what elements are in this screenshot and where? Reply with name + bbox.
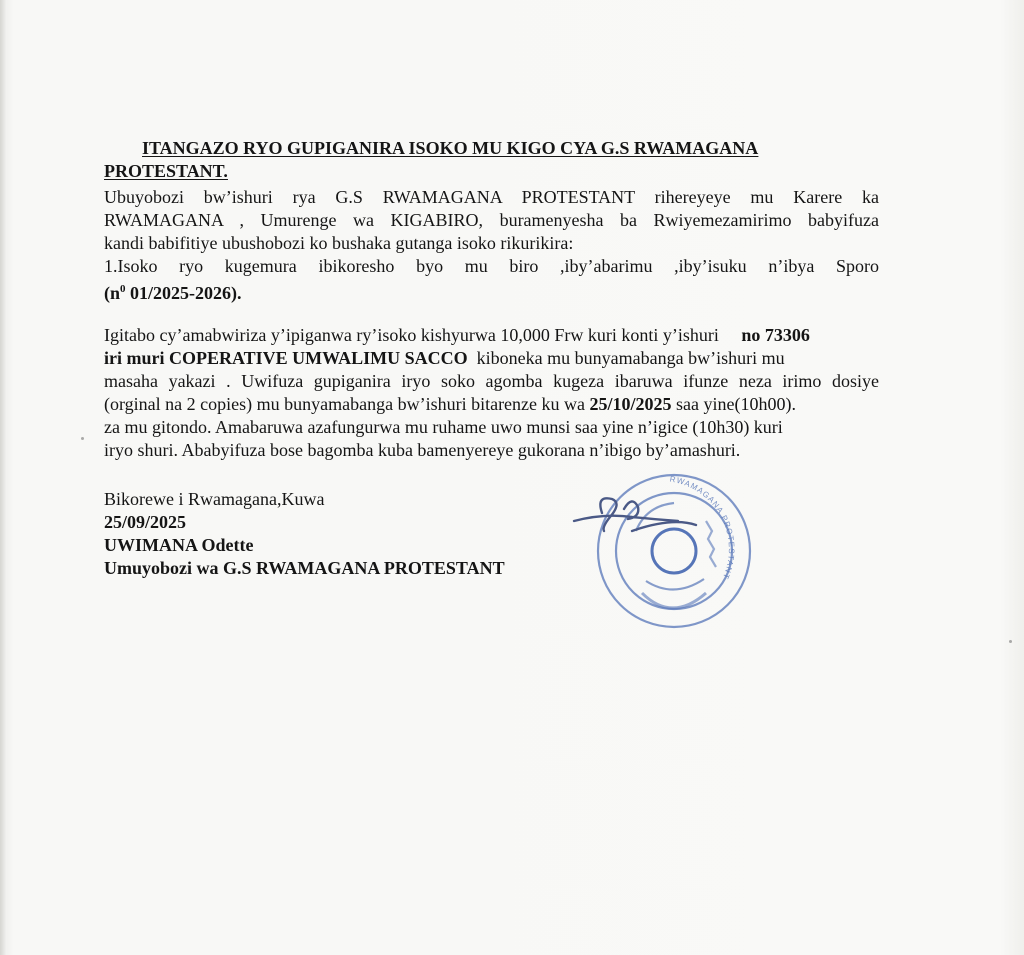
intro-line-3: kandi babifitiye ubushobozi ko bushaka gutanga isoko rikurikira: <box>104 233 574 253</box>
conditions-line-2: iri muri COPERATIVE UMWALIMU SACCO kiboneka mu bunyamabanga bw’ishuri mu <box>104 348 785 368</box>
tender-reference: ($n^0$ 01/2025-2026). <box>104 283 242 303</box>
official-stamp-icon <box>566 461 756 636</box>
signatory-role: Umuyobozi wa G.S RWAMAGANA PROTESTANT <box>104 558 505 578</box>
signed-place-date: Bikorewe i Rwamagana,Kuwa 25/09/2025 <box>104 489 325 532</box>
account-number: no 73306 <box>741 325 810 345</box>
deadline-date: 25/10/2025 <box>589 394 672 414</box>
intro-line-2: RWAMAGANA , Umurenge wa KIGABIRO, buramenyesha ba Rwiyemezamirimo babyifuza <box>104 210 879 230</box>
signatory-name: UWIMANA Odette <box>104 535 254 555</box>
bank-name: iri muri COPERATIVE UMWALIMU SACCO <box>104 348 468 368</box>
tender-item-1: 1.Isoko ryo kugemura ibikoresho byo mu biro ,iby’abarimu ,iby’isuku n’ibya Sporo <box>104 256 879 276</box>
intro-paragraph <box>104 186 879 305</box>
conditions-line-1: Igitabo cy’amabwiriza y’ipiganwa ry’isoko kishyurwa 10,000 Frw kuri konti y’ishuri no 73306 <box>104 325 810 345</box>
conditions-line-4: (orginal na 2 copies) mu bunyamabanga bw’ishuri bitarenze ku wa 25/10/2025 saa yine(10h00). <box>104 394 797 414</box>
conditions-line-5: za mu gitondo. Amabaruwa azafungurwa mu ruhame uwo munsi saa yine n’igice (10h30) kuri <box>104 417 783 437</box>
conditions-line-3: masaha yakazi . Uwifuza gupiganira iryo soko agomba kugeza ibaruwa ifunze neza irimo dosiye <box>104 371 879 391</box>
stamp-ring-text: RWAMAGANA PROTESTANT <box>669 474 737 581</box>
page-edge-shadow <box>0 0 6 955</box>
title-line-1: ITANGAZO RYO GUPIGANIRA ISOKO MU KIGO CYA G.S RWAMAGANA <box>142 138 759 158</box>
notice-title <box>104 137 844 183</box>
conditions-line-6: iryo shuri. Ababyifuza bose bagomba kuba bamenyereye gukorana n’ibigo by’amashuri. <box>104 440 741 460</box>
svg-text:RWAMAGANA PROTESTANT <box>669 475 736 581</box>
title-line-2: PROTESTANT. <box>104 161 228 181</box>
scan-speck <box>81 437 84 440</box>
conditions-paragraph <box>104 324 879 462</box>
signature-block <box>104 488 505 580</box>
intro-line-1: Ubuyobozi bw’ishuri rya G.S RWAMAGANA PROTESTANT rihereyeye mu Karere ka <box>104 187 879 207</box>
scan-speck <box>1009 640 1012 643</box>
